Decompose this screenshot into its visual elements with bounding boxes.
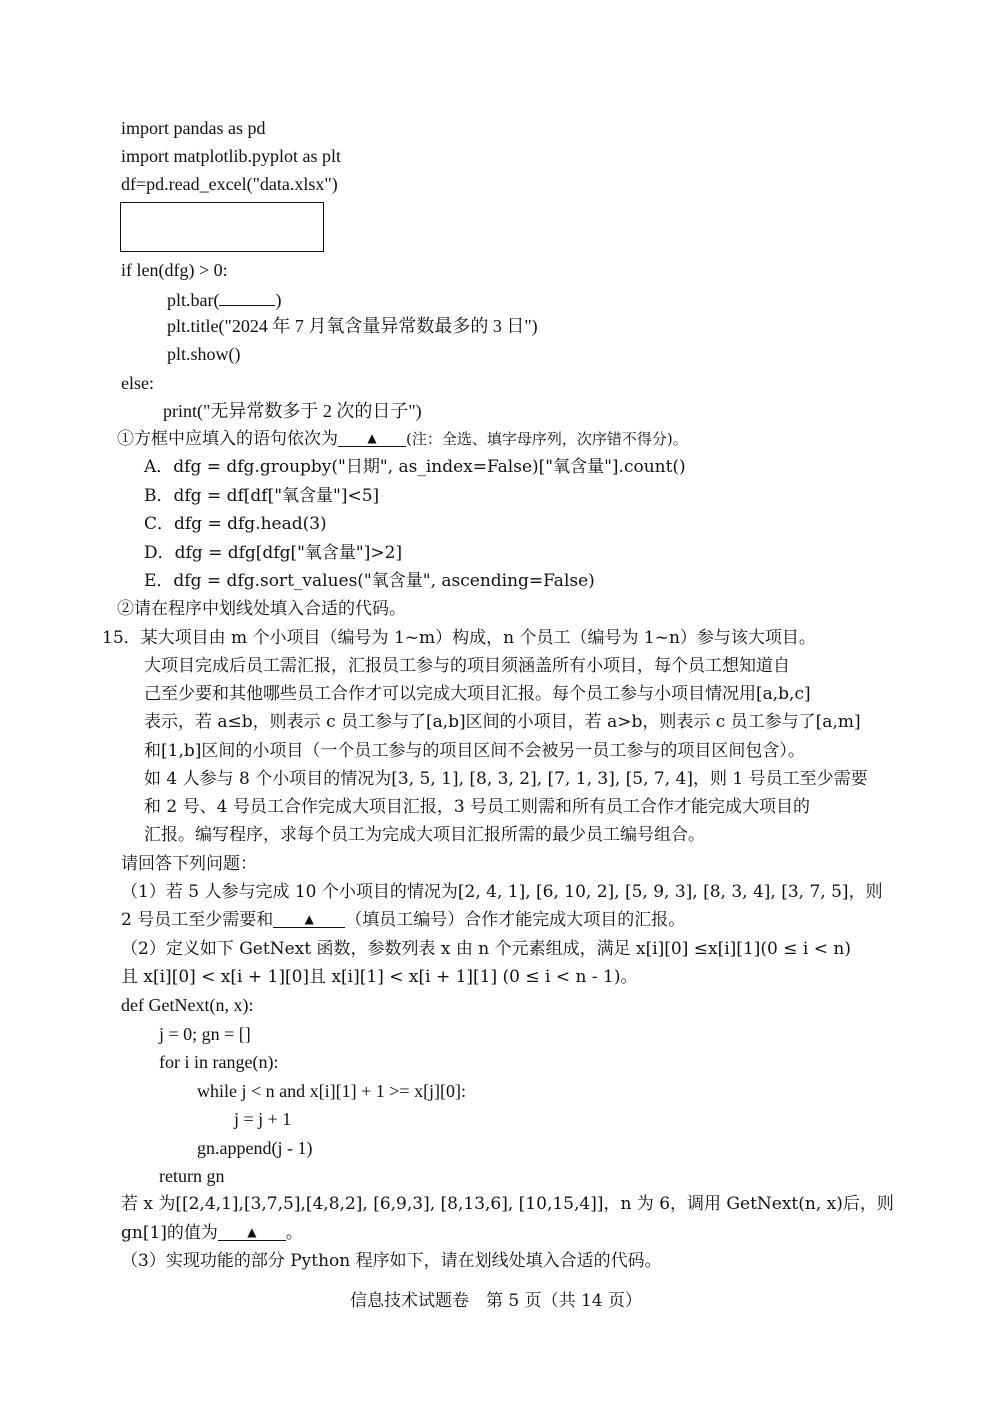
p15-line-4: 表示，若 a≤b，则表示 c 员工参与了[a,b]区间的小项目，若 a>b，则表示 c 员工参与了[a,m] <box>144 712 861 732</box>
code-line-2: import matplotlib.pyplot as plt <box>121 146 341 166</box>
answer-box[interactable] <box>120 202 324 252</box>
sub1-line-2 <box>121 908 685 932</box>
p15-line-2: 大项目完成后员工需汇报，汇报员工参与的项目须涵盖所有小项目，每个员工想知道自 <box>144 656 790 676</box>
sub2-answer-blank[interactable] <box>218 1221 286 1241</box>
getnext-code-6: gn.append(j - 1) <box>197 1138 313 1158</box>
option-c: C．dfg = dfg.head(3) <box>144 514 327 534</box>
answer-blank-bar[interactable] <box>219 286 275 306</box>
code-line-1: import pandas as pd <box>121 118 266 138</box>
code-line-8: else: <box>121 373 154 393</box>
q1-answer-blank[interactable] <box>338 427 406 447</box>
p15-line-6: 如 4 人参与 8 个小项目的情况为[3, 5, 1], [8, 3, 2], [7, 1, 3], [5, 7, 4]，则 1 号员工至少需要 <box>144 769 868 789</box>
p15-ask: 请回答下列问题： <box>121 854 257 874</box>
getnext-code-2: j = 0; gn = [] <box>159 1024 251 1044</box>
page-footer: 信息技术试题卷 第 5 页（共 14 页） <box>349 1291 643 1311</box>
code-line-5 <box>167 286 281 310</box>
getnext-code-4: while j < n and x[i][1] + 1 >= x[j][0]: <box>197 1081 467 1101</box>
sub2-line-1: （2）定义如下 GetNext 函数，参数列表 x 由 n 个元素组成，满足 x[i][0] ≤x[i][1](0 ≤ i < n) <box>121 939 851 959</box>
code-line-6: plt.title("2024 年 7 月氧含量异常数最多的 3 日") <box>167 316 538 336</box>
option-e: E．dfg = dfg.sort_values("氧含量", ascending=False) <box>144 571 595 591</box>
sub1-prefix: 2 号员工至少需要和 <box>121 910 274 930</box>
q1-suffix: (注：全选、填字母序列，次序错不得分)。 <box>406 430 688 448</box>
sub1-line-1: （1）若 5 人参与完成 10 个小项目的情况为[2, 4, 1], [6, 10, 2], [5, 9, 3], [8, 3, 4], [3, 7, 5]，则 <box>121 882 883 902</box>
code-line-9: print("无异常数多于 2 次的日子") <box>163 401 422 421</box>
p15-line-3: 己至少要和其他哪些员工合作才可以完成大项目汇报。每个员工参与小项目情况用[a,b,c] <box>144 684 811 704</box>
p15-line-5: 和[1,b]区间的小项目（一个员工参与的项目区间不会被另一员工参与的项目区间包含）。 <box>144 741 805 761</box>
q1-part2: ②请在程序中划线处填入合适的代码。 <box>117 599 406 619</box>
p15-line-8: 汇报。编写程序，求每个员工为完成大项目汇报所需的最少员工编号组合。 <box>144 825 705 845</box>
q1-prefix: ①方框中应填入的语句依次为 <box>117 429 338 449</box>
code-line-3: df=pd.read_excel("data.xlsx") <box>121 174 338 194</box>
sub2-prefix: gn[1]的值为 <box>121 1223 218 1243</box>
sub2-suffix: 。 <box>285 1223 303 1243</box>
option-a: A．dfg = dfg.groupby("日期", as_index=False)["氧含量"].count() <box>144 457 686 477</box>
getnext-code-3: for i in range(n): <box>159 1052 279 1072</box>
getnext-code-1: def GetNext(n, x): <box>121 995 254 1015</box>
triangle-mark-icon: ▲ <box>304 912 314 926</box>
code-bar-close: ) <box>275 290 282 310</box>
triangle-mark-icon: ▲ <box>247 1225 257 1239</box>
triangle-mark-icon: ▲ <box>367 431 377 445</box>
code-line-4: if len(dfg) > 0: <box>121 260 228 280</box>
option-d: D．dfg = dfg[dfg["氧含量"]>2] <box>144 543 403 563</box>
option-b: B．dfg = df[df["氧含量"]<5] <box>144 486 380 506</box>
sub3-line: （3）实现功能的部分 Python 程序如下，请在划线处填入合适的代码。 <box>121 1251 662 1271</box>
getnext-code-5: j = j + 1 <box>234 1109 292 1129</box>
q1-prompt <box>117 427 688 451</box>
p15-line-1: 15．某大项目由 m 个小项目（编号为 1~m）构成，n 个员工（编号为 1~n）参与该大项目。 <box>102 628 816 648</box>
sub2-line-3: 若 x 为[[2,4,1],[3,7,5],[4,8,2], [6,9,3], [8,13,6], [10,15,4]]，n 为 6，调用 GetNext(n, x)后，则 <box>121 1194 894 1214</box>
sub2-line-4 <box>121 1221 303 1245</box>
sub2-line-2: 且 x[i][0] < x[i + 1][0]且 x[i][1] < x[i + 1][1] (0 ≤ i < n - 1)。 <box>121 967 638 987</box>
code-line-7: plt.show() <box>167 344 241 364</box>
sub1-suffix: （填员工编号）合作才能完成大项目的汇报。 <box>345 910 686 930</box>
p15-line-7: 和 2 号、4 号员工合作完成大项目汇报，3 号员工则需和所有员工合作才能完成大项目的 <box>144 797 811 817</box>
sub1-answer-blank[interactable] <box>273 908 345 928</box>
getnext-code-7: return gn <box>159 1166 225 1186</box>
code-bar-call: plt.bar( <box>167 290 220 310</box>
